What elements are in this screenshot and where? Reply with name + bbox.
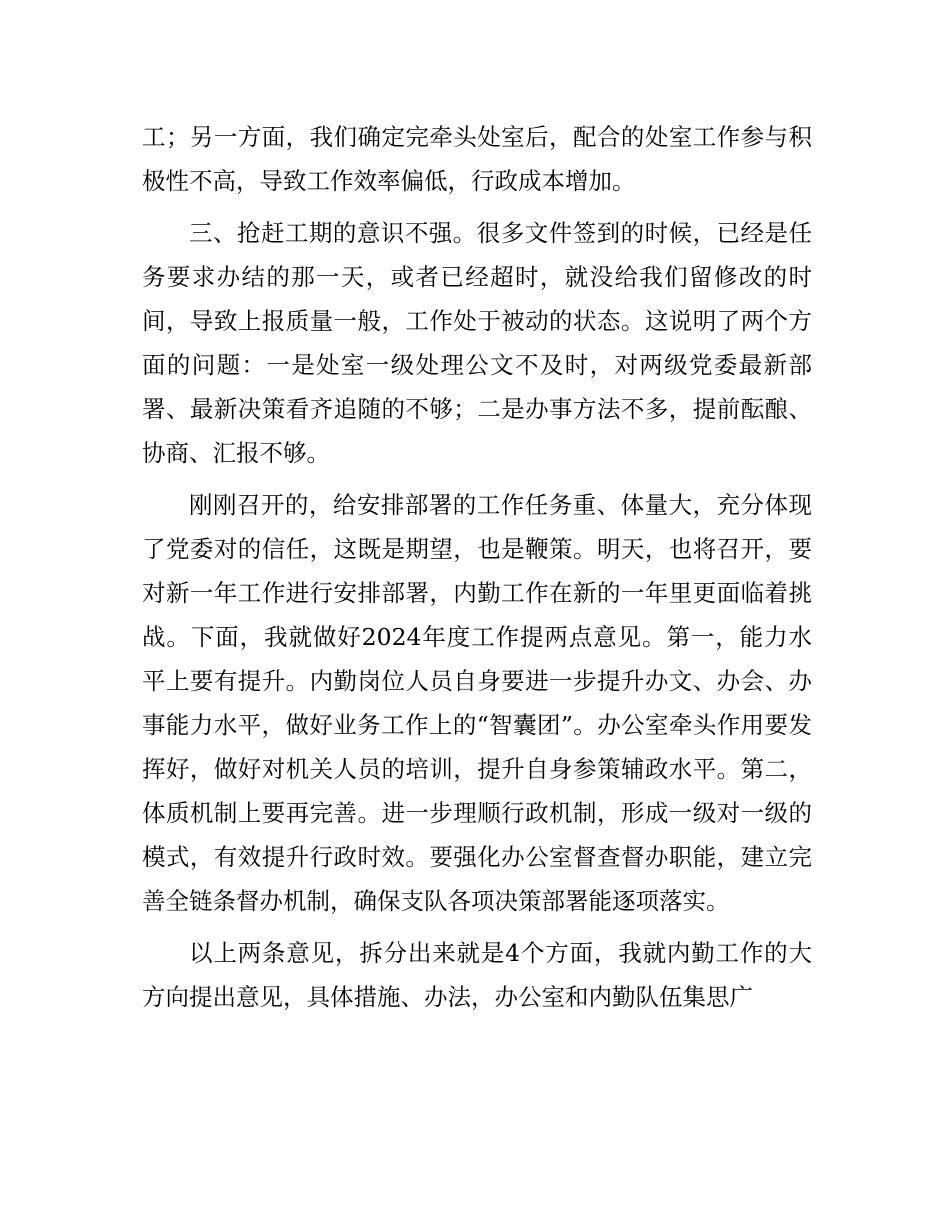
paragraph-opinions: 刚刚召开的，给安排部署的工作任务重、体量大，充分体现了党委对的信任，这既是期望，也是鞭策。明天，也将召开，要对新一年工作进行安排部署，内勤工作在新的一年里更面临着挑战。下面，我就做好2024年度工作提两点意见。第一，能力水平上要有提升。内勤岗位人员自身要进一步提升办文、办会、办事能力水平，做好业务工作上的“智囊团”。办公室牵头作用要发挥好，做好对机关人员的培训，提升自身参策辅政水平。第二，体质机制上要再完善。进一步理顺行政机制，形成一级对一级的模式，有效提升行政时效。要强化办公室督查督办职能，建立完善全链条督办机制，确保支队各项决策部署能逐项落实。	[142, 491, 812, 915]
paragraph-continuation: 工；另一方面，我们确定完牵头处室后，配合的处室工作参与积极性不高，导致工作效率偏低，行政成本增加。	[142, 123, 812, 195]
paragraph-schedule-awareness: 三、抢赶工期的意识不强。很多文件签到的时候，已经是任务要求办结的那一天，或者已经超时，就没给我们留修改的时间，导致上报质量一般，工作处于被动的状态。这说明了两个方面的问题：一是处室一级处理公文不及时，对两级党委最新部署、最新决策看齐追随的不够；二是办事方法不多，提前酝酿、协商、汇报不够。	[142, 219, 812, 467]
document-body	[142, 115, 812, 1027]
paragraph-summary: 以上两条意见，拆分出来就是4个方面，我就内勤工作的大方向提出意见，具体措施、办法，办公室和内勤队伍集思广	[142, 939, 812, 1011]
